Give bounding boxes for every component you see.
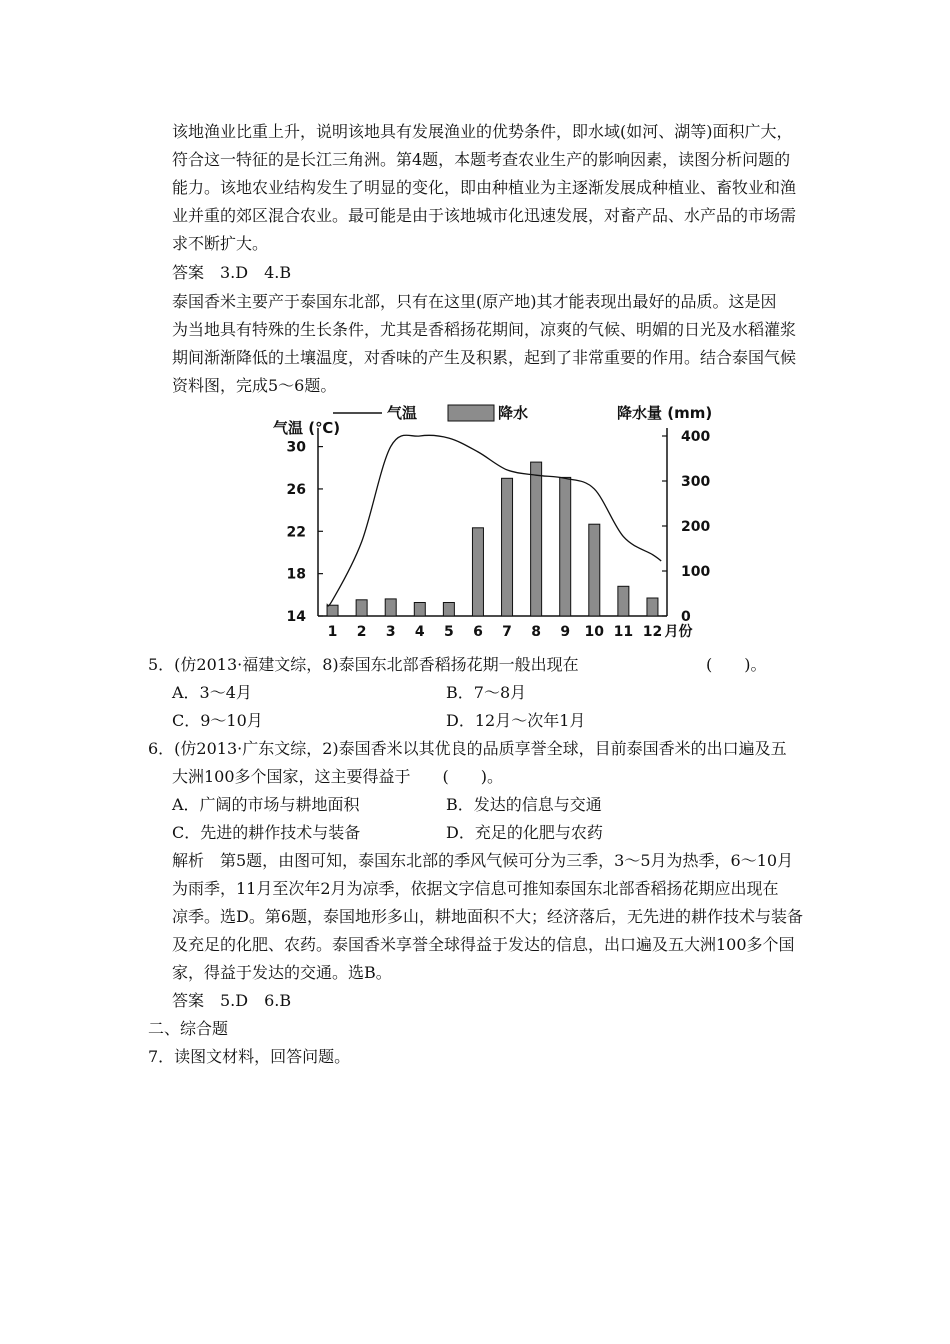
precip-bar	[589, 524, 600, 616]
analysis-line: 为雨季，11月至次年2月为凉季，依据文字信息可推知泰国东北部香稻扬花期应出现在	[172, 879, 779, 898]
text-line: 资料图，完成5～6题。	[172, 376, 337, 395]
text-line: 该地渔业比重上升，说明该地具有发展渔业的优势条件，即水域(如河、湖等)面积广大，	[172, 122, 793, 141]
section-heading: 二、综合题	[148, 1019, 229, 1038]
answer-line: 答案 5.D 6.B	[172, 991, 292, 1010]
precip-bar	[356, 600, 367, 616]
left-tick-label: 18	[286, 566, 306, 583]
precip-bar	[647, 598, 658, 616]
precip-bar	[502, 478, 513, 616]
x-tick-label: 8	[531, 624, 541, 640]
precip-bar	[531, 462, 542, 616]
x-axis-suffix: 月份	[664, 624, 693, 640]
q5-stem: 5．(仿2013·福建文综，8)泰国东北部香稻扬花期一般出现在	[148, 655, 579, 674]
text-line: 业并重的郊区混合农业。最可能是由于该地城市化迅速发展，对畜产品、水产品的市场需	[172, 206, 797, 225]
left-tick-label: 14	[286, 609, 306, 625]
x-tick-label: 1	[327, 624, 338, 640]
x-tick-label: 10	[584, 624, 605, 640]
legend-temp-label: 气温	[387, 404, 418, 422]
analysis-line: 解析 第5题，由图可知，泰国东北部的季风气候可分为三季，3～5月为热季，6～10月	[172, 851, 794, 870]
text-line: 泰国香米主要产于泰国东北部，只有在这里(原产地)其才能表现出最好的品质。这是因	[172, 292, 777, 311]
answer-line: 答案 3.D 4.B	[172, 263, 292, 282]
text-line: 求不断扩大。	[172, 234, 269, 253]
analysis-line: 及充足的化肥、农药。泰国香米享誉全球得益于发达的信息，出口遍及五大洲100多个国	[172, 935, 795, 954]
precip-bar	[414, 603, 425, 617]
right-tick-label: 300	[681, 474, 711, 490]
q5-option-c: C．9～10月	[172, 711, 263, 730]
precip-bar	[618, 586, 629, 616]
legend-precip-swatch	[448, 405, 494, 421]
analysis-line: 凉季。选D。第6题，泰国地形多山，耕地面积不大；经济落后，无先进的耕作技术与装备	[172, 907, 804, 926]
q6-stem-line2: 大洲100多个国家，这主要得益于 ( )。	[172, 767, 504, 786]
x-tick-label: 5	[444, 624, 454, 640]
q5-option-b: B．7～8月	[446, 683, 527, 702]
precip-bar	[385, 599, 396, 616]
legend-precip-label: 降水	[498, 404, 529, 422]
precip-bars	[327, 462, 658, 616]
x-tick-label: 9	[560, 624, 571, 640]
left-axis-label: 气温 (℃)	[273, 419, 341, 437]
x-tick-label: 4	[414, 624, 425, 640]
x-tick-label: 11	[613, 624, 634, 640]
x-tick-label: 7	[502, 624, 512, 640]
analysis-line: 家，得益于发达的交通。选B。	[172, 963, 392, 982]
q7-stem: 7．读图文材料，回答问题。	[148, 1047, 351, 1066]
q6-option-a: A．广阔的市场与耕地面积	[172, 795, 360, 814]
right-tick-label: 0	[681, 609, 691, 625]
q6-option-d: D．充足的化肥与农药	[446, 823, 603, 842]
q6-option-c: C．先进的耕作技术与装备	[172, 823, 361, 842]
left-tick-label: 30	[286, 439, 306, 456]
x-tick-label: 6	[473, 624, 483, 640]
precip-bar	[443, 603, 454, 617]
left-tick-label: 26	[286, 481, 306, 498]
precip-bar	[472, 528, 483, 616]
text-line: 符合这一特征的是长江三角洲。第4题，本题考查农业生产的影响因素，读图分析问题的	[172, 150, 791, 169]
precip-bar	[327, 605, 338, 616]
q5-blank: ( )。	[706, 655, 767, 674]
left-tick-label: 22	[286, 524, 306, 541]
q6-stem-line1: 6．(仿2013·广东文综，2)泰国香米以其优良的品质享誉全球，目前泰国香米的出口遍及五	[148, 739, 787, 758]
q5-option-a: A．3～4月	[172, 683, 252, 702]
right-tick-label: 200	[681, 519, 711, 535]
right-tick-label: 400	[681, 429, 711, 445]
chart-legend	[333, 404, 528, 422]
text-line: 能力。该地农业结构发生了明显的变化，即由种植业为主逐渐发展成种植业、畜牧业和渔	[172, 178, 797, 197]
precip-bar	[560, 477, 571, 616]
climate-chart	[250, 398, 720, 644]
x-tick-label: 2	[356, 624, 367, 640]
text-line: 期间渐渐降低的土壤温度，对香味的产生及积累，起到了非常重要的作用。结合泰国气候	[172, 348, 797, 367]
right-axis-label: 降水量 (mm)	[617, 404, 713, 422]
x-tick-label: 3	[385, 624, 396, 640]
temperature-line	[327, 435, 661, 606]
q6-option-b: B．发达的信息与交通	[446, 795, 602, 814]
q5-option-d: D．12月～次年1月	[446, 711, 586, 730]
text-line: 为当地具有特殊的生长条件，尤其是香稻扬花期间，凉爽的气候、明媚的日光及水稻灌浆	[172, 320, 797, 339]
x-tick-label: 12	[642, 624, 663, 640]
right-tick-label: 100	[681, 564, 711, 580]
